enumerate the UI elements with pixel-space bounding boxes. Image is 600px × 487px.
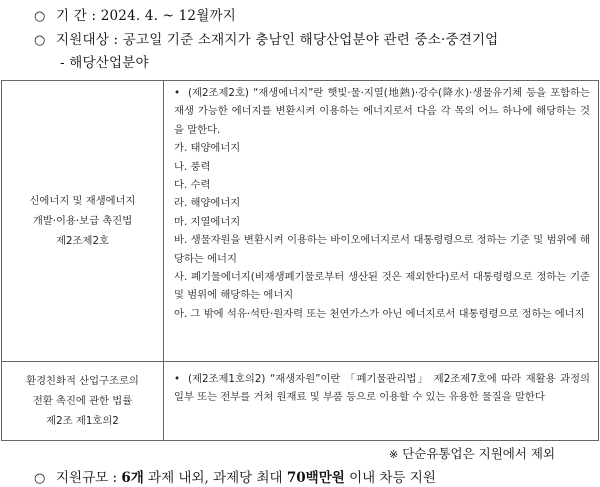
scale-amount: 70백만원 [286, 470, 345, 486]
sub-item-line [60, 51, 149, 71]
exclusion-note-text: 단순유통업은 지원에서 제외 [402, 446, 556, 461]
law-intro-text: (제2조제1호의2) “재생자원”이란 「폐기물관리법」 제2조제7호에 따라 재활용 과정의 일부 또는 전부를 거쳐 원재료 및 부품 등으로 이용할 수 있는 유용한 물질을 말한다 [174, 373, 590, 404]
list-item: 아. 그 밖에 석유·석탄·원자력 또는 천연가스가 아닌 에너지로서 대통령령으로 정하는 에너지 [174, 307, 585, 320]
law-intro [174, 84, 590, 139]
sub-item-text: - 해당산업분야 [60, 55, 149, 71]
law-intro-text: (제2조제2호) “재생에너지”란 햇빛·물·지열(地熱)·강수(降水)·생물유기체 등을 포함하는 재생 가능한 에너지를 변환시켜 이용하는 에너지로서 다음 각 목의 어느 하나에 해당하는 것을 말한다. [174, 87, 590, 136]
list-item: 다. 수력 [174, 179, 211, 192]
table-row [2, 81, 599, 362]
reference-mark-icon: ※ [389, 448, 399, 461]
bullet-dot-icon: • [174, 87, 181, 99]
period-label: 기 간 : [56, 8, 97, 24]
period-line [34, 4, 236, 24]
scale-label: 지원규모 : [56, 470, 118, 486]
target-label: 지원대상 : [56, 32, 119, 48]
law-name-line: 개발·이용·보급 촉진법 [32, 215, 133, 227]
circle-bullet-icon: ○ [34, 33, 46, 48]
list-item: 마. 지열에너지 [174, 215, 241, 228]
law-content-cell [164, 81, 599, 362]
target-value: 공고일 기준 소재지가 충남인 해당산업분야 관련 중소·중견기업 [122, 32, 499, 48]
scale-count: 6개 [121, 470, 144, 486]
period-value: 2024. 4. ~ 12월까지 [100, 8, 236, 24]
law-name-line: 제2조 제1호의2 [46, 415, 119, 427]
law-content-cell [164, 362, 599, 441]
law-name-line: 환경친화적 산업구조로의 [26, 375, 139, 387]
law-name-cell [2, 81, 164, 362]
circle-bullet-icon: ○ [34, 471, 46, 486]
scale-text-2: 이내 차등 지원 [349, 470, 436, 486]
law-name-line: 신에너지 및 재생에너지 [29, 195, 136, 207]
bullet-dot-icon: • [174, 373, 181, 385]
target-line [34, 28, 498, 48]
exclusion-note [389, 444, 555, 462]
list-item: 가. 태양에너지 [174, 142, 241, 155]
support-scale-line [34, 466, 436, 486]
list-item: 라. 해양에너지 [174, 197, 241, 210]
scale-text-1: 과제 내외, 과제당 최대 [148, 470, 283, 486]
law-name-line: 전환 촉진에 관한 법률 [32, 395, 133, 407]
law-name-cell [2, 362, 164, 441]
circle-bullet-icon: ○ [34, 9, 46, 24]
law-intro [174, 370, 590, 407]
list-item: 나. 풍력 [174, 160, 211, 173]
law-name-line: 제2조제2호 [56, 235, 109, 247]
law-table [1, 80, 599, 441]
list-item: 사. 폐기물에너지(비재생폐기물로부터 생산된 것은 제외한다)로서 대통령령으로 정하는 기준 및 범위에 해당하는 에너지 [174, 271, 590, 302]
list-item: 바. 생물자원을 변환시켜 이용하는 바이오에너지로서 대통령령으로 정하는 기준 및 범위에 해당하는 에너지 [174, 234, 590, 265]
table-row [2, 362, 599, 441]
